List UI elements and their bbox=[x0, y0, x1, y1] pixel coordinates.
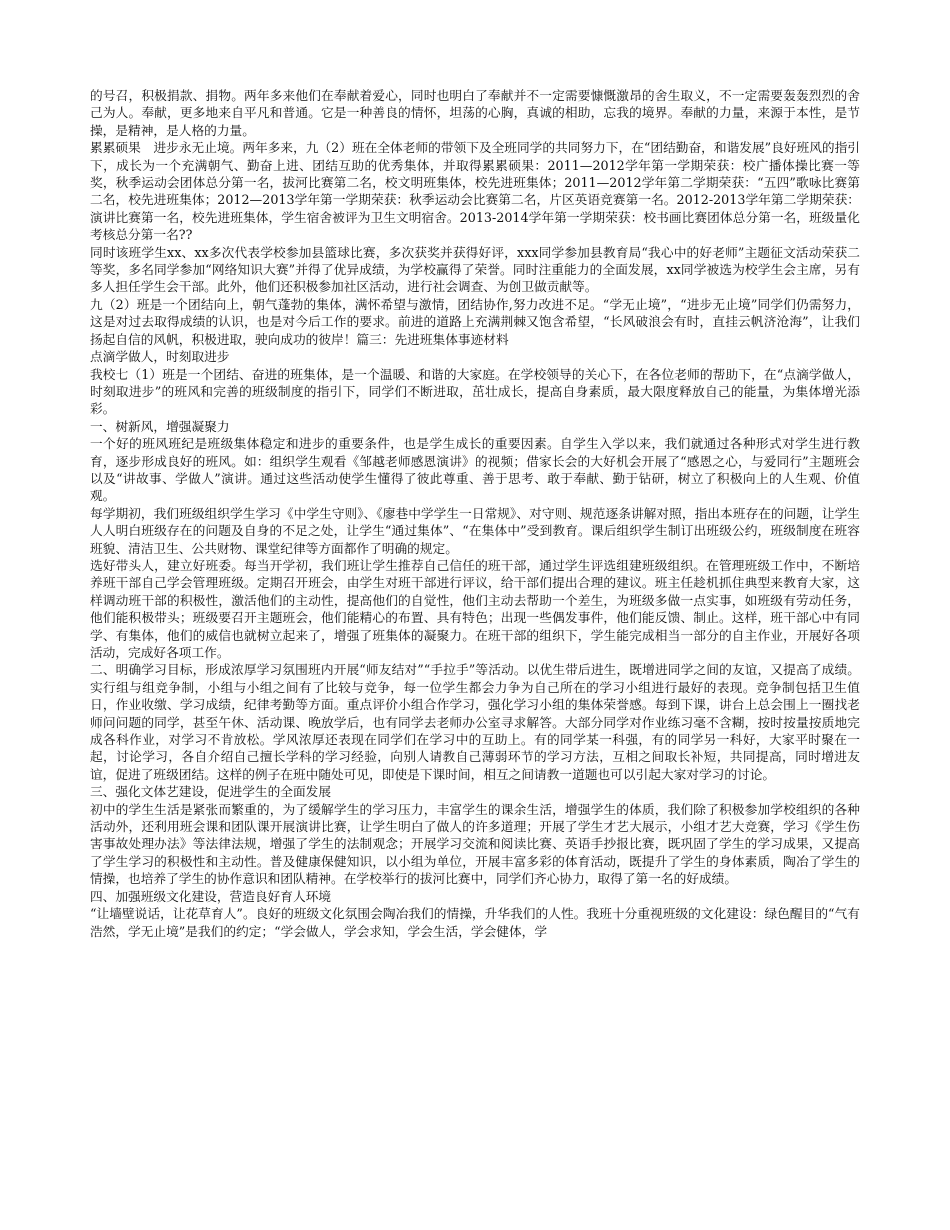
paragraph-achievements: 累累硕果 进步永无止境。两年多来，九（2）班在全体老师的带领下及全班同学的共同努力下，在“团结勤奋，和谐发展”良好班风的指引下，成长为一个充满朝气、勤奋上进、团结互助的优秀集体，并取得累累硕果：2011—2012学年第一学期荣获：校广播体操比赛一等奖，秋季运动会团体总分第一名，拔河比赛第二名，校文明班集体，校先进班集体；2011—2012学年第二学期荣获：“五四”歌咏比赛第二名，校先进班集体；2012—2013学年第一学期荣获：秋季运动会比赛第二名，片区英语竞赛第一名。2012-2013学年第二学期荣获：演讲比赛第一名，校先进班集体，学生宿舍被评为卫生文明宿舍。2013-2014学年第一学期荣获：校书画比赛团体总分第一名，班级量化考核总分第一名?? bbox=[90, 140, 860, 243]
paragraph-class-intro: 我校七（1）班是一个团结、奋进的班集体，是一个温暖、和谐的大家庭。在学校领导的关心下，在各位老师的帮助下，在“点滴学做人，时刻取进步”的班风和完善的班级制度的指引下，同学们不断进取，茁壮成长，提高自身素质，最大限度释放自己的能量，为集体增光添彩。 bbox=[90, 366, 860, 417]
heading-section-1: 一、树新风，增强凝聚力 bbox=[90, 418, 230, 434]
paragraph-class-committee: 选好带头人，建立好班委。每当开学初，我们班让学生推荐自己信任的班干部，通过学生评选组建班级组织。在管理班级工作中，不断培养班干部自己学会管理班级。定期召开班会，由学生对班干部进行评议，给干部们提出合理的建议。班主任趁机抓住典型来教育大家，这样调动班干部的积极性，激活他们的主动性，提高他们的自觉性，他们主动去帮助一个差生，为班级多做一点实事，如班级有劳动任务，他们能积极带头；班级要召开主题班会，他们能精心的布置、具有特色；出现一些偶发事件，他们能反馈、制止。这样，班干部心中有同学、有集体，他们的威信也就树立起来了，增强了班集体的凝聚力。在班干部的组织下，学生能完成相当一部分的自主作业，开展好各项活动，完成好各项工作。 bbox=[90, 557, 860, 660]
document-body bbox=[90, 87, 860, 940]
heading-section-3: 三、强化文体艺建设，促进学生的全面发展 bbox=[90, 784, 332, 800]
section-title: 点滴学做人，时刻取进步 bbox=[90, 349, 230, 365]
heading-section-2: 二、明确学习目标，形成浓厚学习氛围班内开展“师友结对”“手拉手”等活动。以优生带后进生，既增进同学之间的友谊，又提高了成绩。实行组与组竞争制，小组与小组之间有了比较与竞争，每一位学生都会力争为自己所在的学习小组进行最好的表现。竞争制包括卫生值日，作业收缴、学习成绩，纪律考勤等方面。重点评价小组合作学习，强化学习小组的集体荣誉感。每到下课，讲台上总会围上一圈找老师问问题的同学，甚至午休、活动课、晚放学后，也有同学去老师办公室寻求解答。大部分同学对作业练习毫不含糊，按时按量按质地完成各科作业，对学习不肯放松。学风浓厚还表现在同学们在学习中的互助上。有的同学某一科强，有的同学另一科好，大家平时聚在一起，讨论学习，各自介绍自己擅长学科的学习经验，向别人请教自己薄弱环节的学习方法，互相之间取长补短，共同提高，同时增进友谊，促进了班级团结。这样的例子在班中随处可见，即使是下课时间，相互之间请教一道题也可以引起大家对学习的讨论。 bbox=[90, 662, 860, 782]
paragraph-class-style: 一个好的班风班纪是班级集体稳定和进步的重要条件，也是学生成长的重要因素。自学生入学以来，我们就通过各种形式对学生进行教育，逐步形成良好的班风。如：组织学生观看《邹越老师感恩演讲》的视频；借家长会的大好机会开展了“感恩之心，与爱同行”主题班会以及“讲故事、学做人”演讲。通过这些活动使学生懂得了彼此尊重、善于思考、敢于奉献、勤于钻研，树立了积极向上的人生观、价值观。 bbox=[90, 436, 860, 504]
paragraph-class-summary: 九（2）班是一个团结向上，朝气蓬勃的集体，满怀希望与激情，团结协作,努力改进不足。“学无止境”，“进步无止境”同学们仍需努力，这是对过去取得成绩的认识，也是对今后工作的要求。前进的道路上充满荆棘又饱含希望，“长风破浪会有时，直挂云帆济沧海”，让我们扬起自信的风帆，积极进取，驶向成功的彼岸！篇三：先进班集体事迹材料 bbox=[90, 296, 860, 347]
paragraph-student-honors: 同时该班学生xx、xx多次代表学校参加县篮球比赛，多次获奖并获得好评，xxx同学参加县教育局“我心中的好老师”主题征文活动荣获二等奖，多名同学参加“网络知识大赛”并得了优异成绩，为学校赢得了荣誉。同时注重能力的全面发展，xx同学被选为校学生会主席，另有多人担任学生会干部。此外，他们还积极参加社区活动，进行社会调查、为创卫做贡献等。 bbox=[90, 244, 860, 295]
paragraph-activities: 初中的学生生活是紧张而繁重的，为了缓解学生的学习压力，丰富学生的课余生活，增强学生的体质，我们除了积极参加学校组织的各种活动外，还利用班会课和团队课开展演讲比赛，让学生明白了做人的许多道理；开展了学生才艺大展示，小组才艺大竞赛，学习《学生伤害事故处理办法》等法律法规，增强了学生的法制观念；开展学习交流和阅读比赛、英语手抄报比赛，既巩固了学生的学习成果，又提高了学生学习的积极性和主动性。普及健康保健知识，以小组为单位，开展丰富多彩的体育活动，既提升了学生的身体素质，陶冶了学生的情操，也培养了学生的协作意识和团队精神。在学校举行的拔河比赛中，同学们齐心协力，取得了第一名的好成绩。 bbox=[90, 801, 860, 887]
paragraph-dedication: 的号召，积极捐款、捐物。两年多来他们在奉献着爱心，同时也明白了奉献并不一定需要慷慨激昂的舍生取义，不一定需要轰轰烈烈的舍己为人。奉献，更多地来自平凡和普通。它是一种善良的情怀，坦荡的心胸，真诚的相助，忘我的境界。奉献的力量，来源于本性，是节操，是精神，是人格的力量。 bbox=[90, 88, 860, 138]
paragraph-class-culture: “让墙壁说话，让花草育人”。良好的班级文化氛围会陶冶我们的情操，升华我们的人性。我班十分重视班级的文化建设：绿色醒目的“气有浩然，学无止境”是我们的约定；“学会做人，学会求知，学会生活，学会健体，学 bbox=[90, 906, 860, 939]
paragraph-rules-study: 每学期初，我们班级组织学生学习《中学生守则》、《廖巷中学学生一日常规》、对守则、规范逐条讲解对照，指出本班存在的问题，让学生人人明白班级存在的问题及自身的不足之处，让学生“通过集体”、“在集体中”受到教育。课后组织学生制订出班级公约，班级制度在班容班貌、清洁卫生、公共财物、课堂纪律等方面都作了明确的规定。 bbox=[90, 505, 860, 556]
heading-section-4: 四、加强班级文化建设，营造良好育人环境 bbox=[90, 888, 332, 904]
